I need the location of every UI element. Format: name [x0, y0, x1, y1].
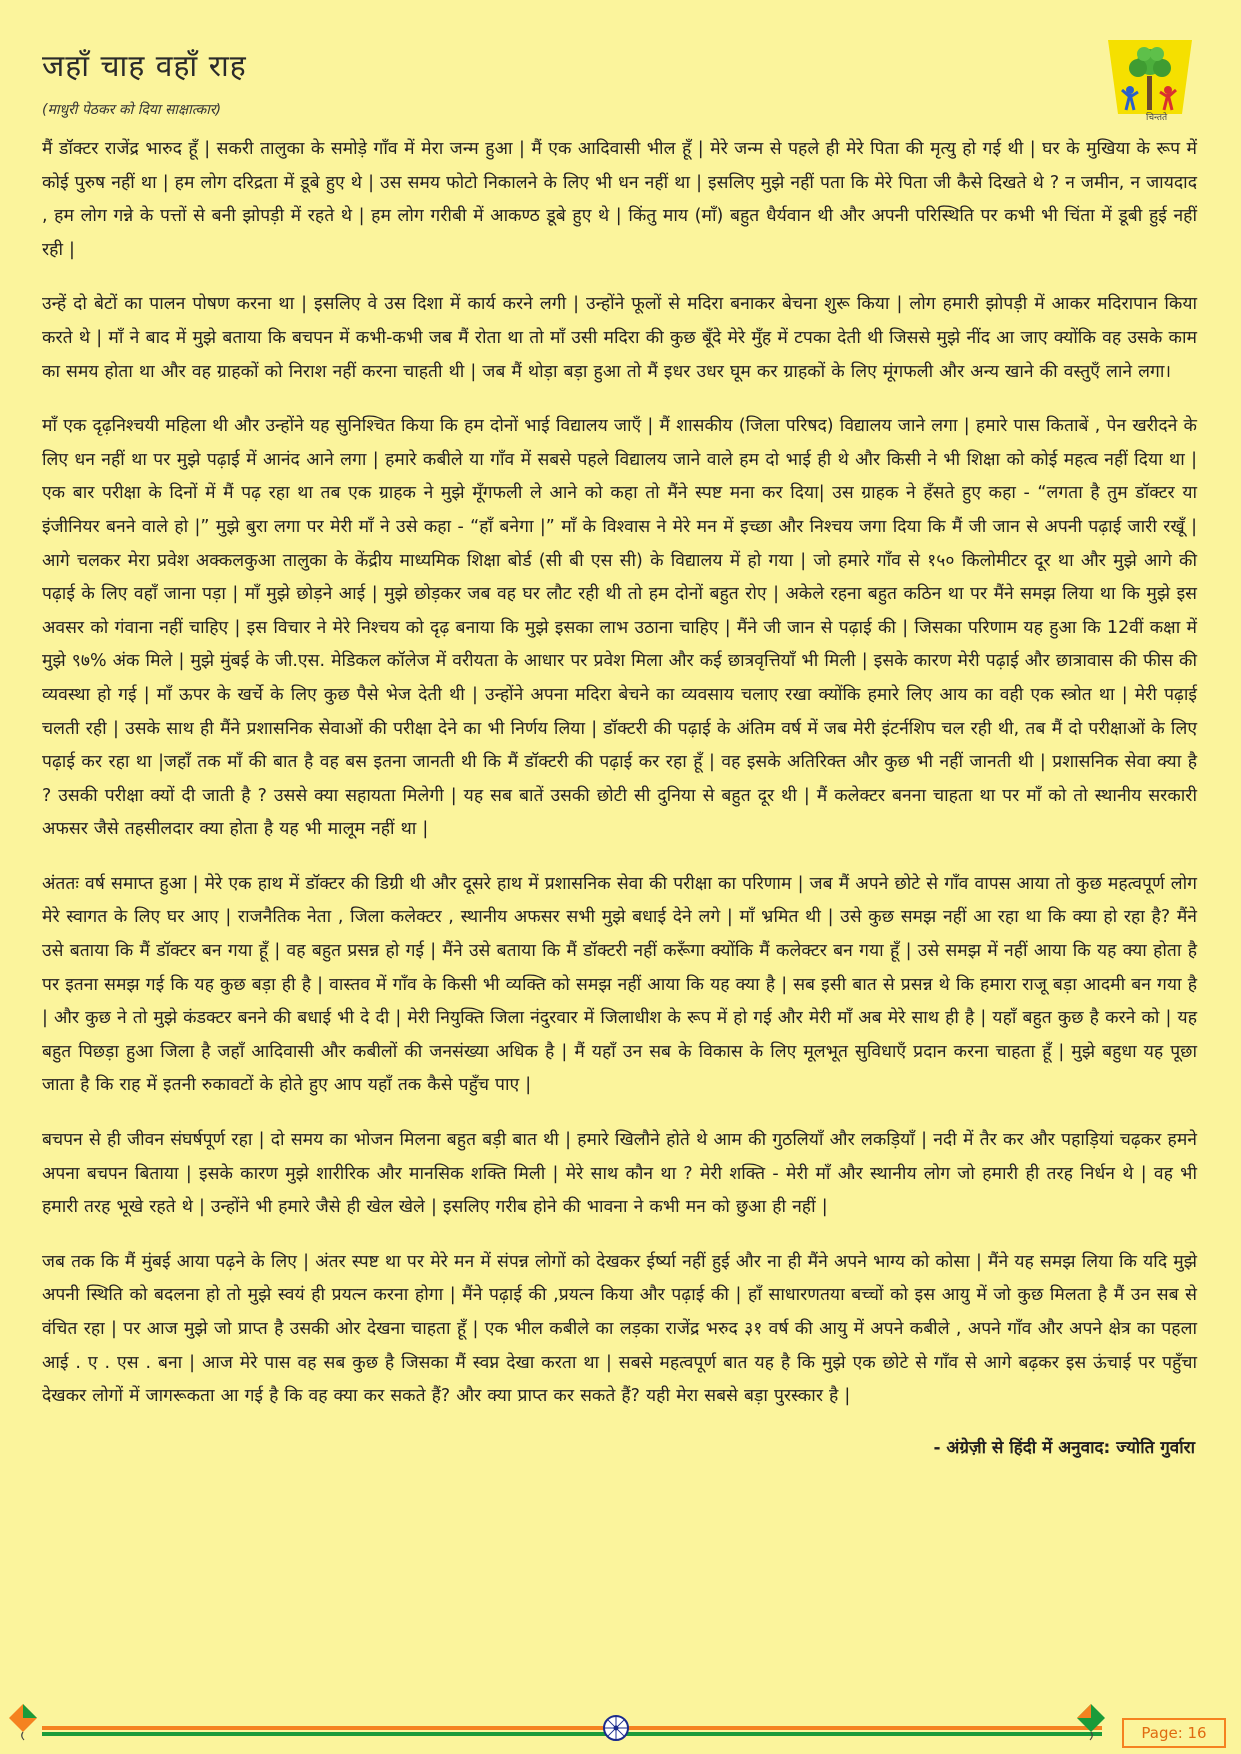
paragraph-2: उन्हें दो बेटों का पालन पोषण करना था | इसलिए वे उस दिशा में कार्य करने लगी | उन्होंने फूलों से मदिरा बनाकर बेचना शुरू किया | लोग हमारी झोपड़ी में आकर मदिरापान किया करते थे | माँ ने बाद में मुझे बताया कि बचपन में कभी-कभी जब मैं रोता था तो माँ उसी मदिरा की कुछ बूँदे मेरे मुँह में टपका देती थी जिससे मुझे नींद आ जाए क्योंकि वह उसके काम का समय होता था और वह ग्राहकों को निराश नहीं करना चाहती थी | जब मैं थोड़ा बड़ा हुआ तो मैं इधर उधर घूम कर ग्राहकों के लिए मूंगफली और अन्य खाने की वस्तुएँ लाने लगा।	[42, 294, 1197, 382]
paragraph-6: जब तक कि मैं मुंबई आया पढ़ने के लिए | अंतर स्पष्ट था पर मेरे मन में संपन्न लोगों को देखकर ईर्ष्या नहीं हुई और ना ही मैंने अपने भाग्य को कोसा | मैंने यह समझ लिया कि यदि मुझे अपनी स्थिति को बदलना हो तो मुझे स्वयं ही प्रयत्न करना होगा | मैंने पढ़ाई की ,प्रयत्न किया और पढ़ाई की | हाँ साधारणतया बच्चों को इस आयु में जो कुछ मिलता है मैं उन सब से वंचित रहा | पर आज मुझे जो प्राप्त है उसकी ओर देखना चाहता हूँ | एक भील कबीले का लड़का राजेंद्र भरुद ३१ वर्ष की आयु में अपने कबीले , अपने गाँव और अपने क्षेत्र का पहला आई . ए . एस . बना | आज मेरे पास वह सब कुछ है जिसका मैं स्वप्न देखा करता था | सबसे महत्वपूर्ण बात यह है कि मुझे एक छोटे से गाँव से आगे बढ़कर इस ऊंचाई पर पहुँचा देखकर लोगों में जागरूकता आ गई है कि वह क्या कर सकते हैं? और क्या प्राप्त कर सकते हैं? यही मेरा सबसे बड़ा पुरस्कार है |	[42, 1251, 1197, 1407]
footer-green-line	[42, 1732, 1102, 1736]
article-body	[42, 133, 1197, 1458]
paragraph-5: बचपन से ही जीवन संघर्षपूर्ण रहा | दो समय का भोजन मिलना बहुत बड़ी बात थी | हमारे खिलौने होते थे आम की गुठलियाँ और लकड़ियाँ | नदी में तैर कर और पहाड़ियां चढ़कर हमने अपना बचपन बिताया | इसके कारण मुझे शारीरिक और मानसिक शक्ति मिली | मेरे साथ कौन था ? मेरी शक्ति - मेरी माँ और स्थानीय लोग जो हमारी ही तरह निर्धन थे | वह भी हमारी तरह भूखे रहते थे | उन्होंने भी हमारे जैसे ही खेल खेले | इसलिए गरीब होने की भावना ने कभी मन को छुआ ही नहीं |	[42, 1130, 1197, 1218]
page-number-label: Page: 16	[1122, 1718, 1226, 1748]
paragraph-3: माँ एक दृढ़निश्चयी महिला थी और उन्होंने यह सुनिश्चित किया कि हम दोनों भाई विद्यालय जाएँ | मैं शासकीय (जिला परिषद) विद्यालय जाने लगा | हमारे पास किताबें , पेन खरीदने के लिए धन नहीं था पर मुझे पढ़ाई में आनंद आने लगा | हमारे कबीले या गाँव में सबसे पहले विद्यालय जाने वाले हम दो भाई ही थे और किसी ने भी शिक्षा को कोई महत्व नहीं दिया था | एक बार परीक्षा के दिनों में मैं पढ़ रहा था तब एक ग्राहक ने मुझे मूँगफली ले आने को कहा तो मैंने स्पष्ट मना कर दिया| उस ग्राहक ने हँसते हुए कहा - “लगता है तुम डॉक्टर या इंजीनियर बनने वाले हो |” मुझे बुरा लगा पर मेरी माँ ने उसे कहा - “हाँ बनेगा |” माँ के विश्वास ने मेरे मन में इच्छा और निश्चय जगा दिया कि मैं जी जान से अपनी पढ़ाई जारी रखूँ | आगे चलकर मेरा प्रवेश अक्कलकुआ तालुका के केंद्रीय माध्यमिक शिक्षा बोर्ड (सी बी एस सी) के विद्यालय में हो गया | जो हमारे गाँव से १५० किलोमीटर दूर था और मुझे आगे की पढ़ाई के लिए वहाँ जाना पड़ा | माँ मुझे छोड़ने आई | मुझे छोड़कर जब वह घर लौट रही थी तो हम दोनों बहुत रोए | अकेले रहना बहुत कठिन था पर मैंने समझ लिया था कि मुझे इस अवसर को गंवाना नहीं चाहिए | इस विचार ने मेरे निश्चय को दृढ़ बनाया कि मुझे इसका लाभ उठाना चाहिए | मैंने जी जान से पढ़ाई की | जिसका परिणाम यह हुआ कि 12वीं कक्षा में मुझे ९७% अंक मिले | मुझे मुंबई के जी.एस. मेडिकल कॉलेज में वरीयता के आधार पर प्रवेश मिला और कई छात्रवृत्तियाँ भी मिली | इसके कारण मेरी पढ़ाई और छात्रावास की फीस की व्यवस्था हो गई | माँ ऊपर के खर्चे के लिए कुछ पैसे भेज देती थी | उन्होंने अपना मदिरा बेचने का व्यवसाय चलाए रखा क्योंकि हमारे लिए आय का वही एक स्त्रोत था | मेरी पढ़ाई चलती रही | उसके साथ ही मैंने प्रशासनिक सेवाओं की परीक्षा देने का भी निर्णय लिया | डॉक्टरी की पढ़ाई के अंतिम वर्ष में जब मेरी इंटर्नशिप चल रही थी, तब मैं दो परीक्षाओं के लिए पढ़ाई कर रहा था |जहाँ तक माँ की बात है वह बस इतना जानती थी कि मैं डॉक्टरी की पढ़ाई कर रहा हूँ | वह इसके अतिरिक्त और कुछ भी नहीं जानती थी | प्रशासनिक सेवा क्या है ? उसकी परीक्षा क्यों दी जाती है ? उससे क्या सहायता मिलेगी | यह सब बातें उसकी छोटी सी दुनिया से बहुत दूर थी | मैं कलेक्टर बनना चाहता था पर माँ को तो स्थानीय सरकारी अफसर जैसे तहसीलदार क्या होता है यह भी मालूम नहीं था |	[42, 416, 1197, 840]
ashoka-chakra-icon	[602, 1714, 630, 1742]
kite-icon	[6, 1702, 40, 1742]
logo-caption: चिन्तते	[1146, 113, 1168, 123]
paragraph-4: अंततः वर्ष समाप्त हुआ | मेरे एक हाथ में डॉक्टर की डिग्री थी और दूसरे हाथ में प्रशासनिक सेवा की परीक्षा का परिणाम | जब मैं अपने छोटे से गाँव वापस आया तो कुछ महत्वपूर्ण लोग मेरे स्वागत के लिए घर आए | राजनैतिक नेता , जिला कलेक्टर , स्थानीय अफसर सभी मुझे बधाई देने लगे | माँ भ्रमित थी | उसे कुछ समझ नहीं आ रहा था कि क्या हो रहा है? मैंने उसे बताया कि मैं डॉक्टर बन गया हूँ | वह बहुत प्रसन्न हो गई | मैंने उसे बताया कि मैं डॉक्टरी नहीं करूँगा क्योंकि मैं कलेक्टर बन गया हूँ | उसे समझ में नहीं आया कि यह क्या होता है पर इतना समझ गई कि यह कुछ बड़ा ही है | वास्तव में गाँव के किसी भी व्यक्ति को समझ नहीं आया कि यह क्या है | सब इसी बात से प्रसन्न थे कि हमारा राजू बड़ा आदमी बन गया है | और कुछ ने तो मुझे कंडक्टर बनने की बधाई भी दे दी | मेरी नियुक्ति जिला नंदुरवार में जिलाधीश के रूप में हो गई और मेरी माँ अब मेरे साथ ही है | यहाँ बहुत कुछ है करने को | यह बहुत पिछड़ा हुआ जिला है जहाँ आदिवासी और कबीलों की जनसंख्या अधिक है | मैं यहाँ उन सब के विकास के लिए मूलभूत सुविधाएँ प्रदान करना चाहता हूँ | मुझे बहुधा यह पूछा जाता है कि राह में इतनी रुकावटों के होते हुए आप यहाँ तक कैसे पहुँच पाए |	[42, 873, 1197, 1096]
paragraph-1: मैं डॉक्टर राजेंद्र भारुद हूँ | सकरी तालुका के समोड़े गाँव में मेरा जन्म हुआ | मैं एक आदिवासी भील हूँ | मेरे जन्म से पहले ही मेरे पिता की मृत्यु हो गई थी | घर के मुखिया के रूप में कोई पुरुष नहीं था | हम लोग दरिद्रता में डूबे हुए थे | उस समय फोटो निकालने के लिए भी धन नहीं था | इसलिए मुझे नहीं पता कि मेरे पिता जी कैसे दिखते थे ? न जमीन, न जायदाद , हम लोग गन्ने के पत्तों से बनी झोपड़ी में रहते थे | हम लोग गरीबी में आकण्ठ डूबे हुए थे | किंतु माय (माँ) बहुत धैर्यवान थी और अपनी परिस्थिति पर कभी भी चिंता में डूबी हुई नहीं रही |	[42, 139, 1197, 260]
translator-credit: - अंग्रेज़ी से हिंदी में अनुवाद: ज्योति गुर्वारा	[933, 1437, 1195, 1458]
page-subtitle: (माधुरी पेठकर को दिया साक्षात्कार)	[42, 102, 222, 118]
page-title: जहाँ चाह वहाँ राह	[42, 49, 247, 84]
kite-icon	[1074, 1702, 1108, 1742]
footer-saffron-line	[42, 1726, 1102, 1730]
